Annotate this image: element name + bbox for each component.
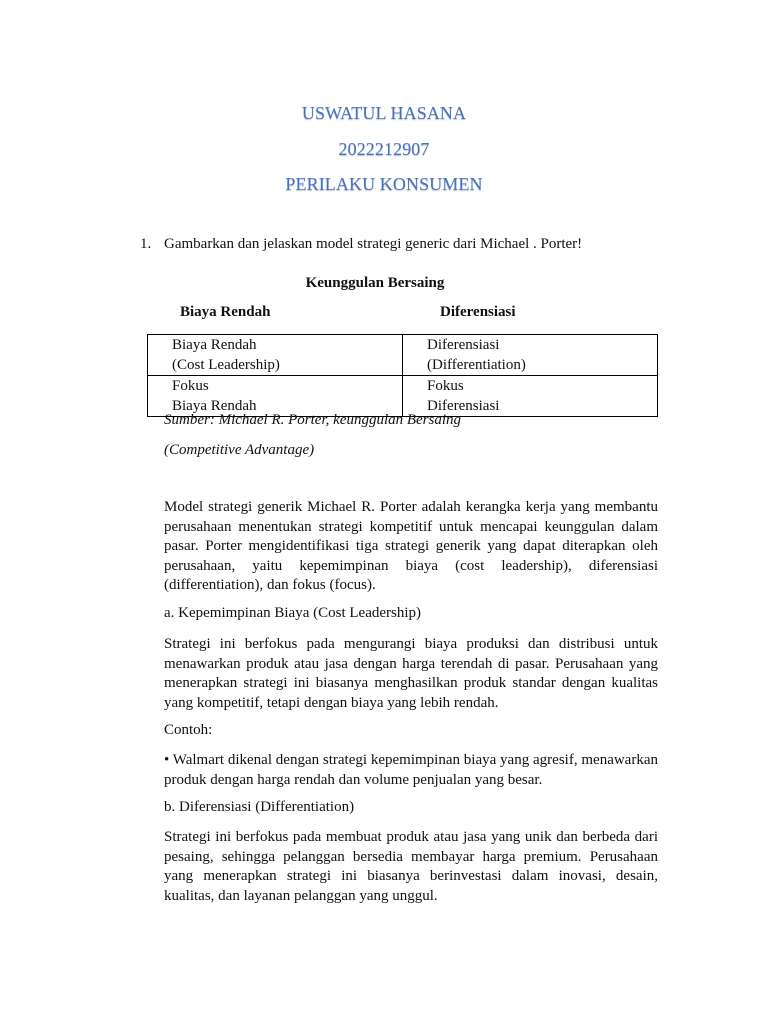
matrix-cell-cost-focus <box>148 376 403 417</box>
section-a-paragraph: Strategi ini berfokus pada mengurangi biaya produksi dan distribusi untuk menawarkan produk atau jasa dengan harga terendah di pasar. Perusahaan yang menerapkan strategi ini biasanya menghasilkan produk standar dengan kualitas yang kompetitif, tetapi dengan biaya yang lebih rendah. <box>164 636 658 711</box>
student-id: 2022212907 <box>338 139 430 159</box>
section-a-heading: a. Kepemimpinan Biaya (Cost Leadership) <box>164 605 422 621</box>
figure-source: Sumber: Michael R. Porter, keunggulan Bersaing <box>164 412 462 428</box>
example-label: Contoh: <box>164 722 213 738</box>
cell-line: Diferensiasi <box>427 337 500 353</box>
matrix-cell-cost-leadership <box>148 335 403 376</box>
intro-paragraph: Model strategi generik Michael R. Porter adalah kerangka kerja yang membantu perusahaan menentukan strategi kompetitif untuk mencapai keunggulan dalam pasar. Porter mengidentifikasi tiga strategi generik yang dapat diterapkan oleh perusahaan, yaitu kepemimpinan biaya (cost leadership), diferensiasi (differentiation), dan fokus (focus). <box>164 499 658 594</box>
column-header-left: Biaya Rendah <box>180 304 271 320</box>
course-title: PERILAKU KONSUMEN <box>285 174 483 194</box>
cell-line: Biaya Rendah <box>172 337 257 353</box>
strategy-matrix <box>147 334 658 417</box>
question-item <box>140 236 582 253</box>
cell-line: (Cost Leadership) <box>172 357 280 373</box>
matrix-row <box>148 335 658 376</box>
figure-title: Keunggulan Bersaing <box>305 275 445 291</box>
column-header-right: Diferensiasi <box>440 304 516 320</box>
cell-line: Fokus <box>427 378 464 394</box>
cell-line: (Differentiation) <box>427 357 526 373</box>
matrix-row <box>148 376 658 417</box>
cell-line: Fokus <box>172 378 209 394</box>
section-b-paragraph: Strategi ini berfokus pada membuat produk atau jasa yang unik dan berbeda dari pesaing, sehingga pelanggan bersedia membayar harga premium. Perusahaan yang menerapkan strategi ini biasanya berinvestasi dalam inovasi, desain, kualitas, dan layanan pelanggan yang unggul. <box>164 829 658 904</box>
cell-line: Diferensiasi <box>427 398 500 414</box>
figure-source-subtitle: (Competitive Advantage) <box>164 442 315 458</box>
author-name: USWATUL HASANA <box>301 103 467 123</box>
matrix-cell-differentiation-focus <box>403 376 658 417</box>
question-number: 1. <box>140 236 152 252</box>
section-b-heading: b. Diferensiasi (Differentiation) <box>164 799 355 815</box>
matrix-cell-differentiation <box>403 335 658 376</box>
example-bullet-item: • Walmart dikenal dengan strategi kepemimpinan biaya yang agresif, menawarkan produk dengan harga rendah dan volume penjualan yang besar. <box>164 752 658 788</box>
question-text: Gambarkan dan jelaskan model strategi generic dari Michael . Porter! <box>164 236 583 252</box>
cell-line: Biaya Rendah <box>172 398 257 414</box>
